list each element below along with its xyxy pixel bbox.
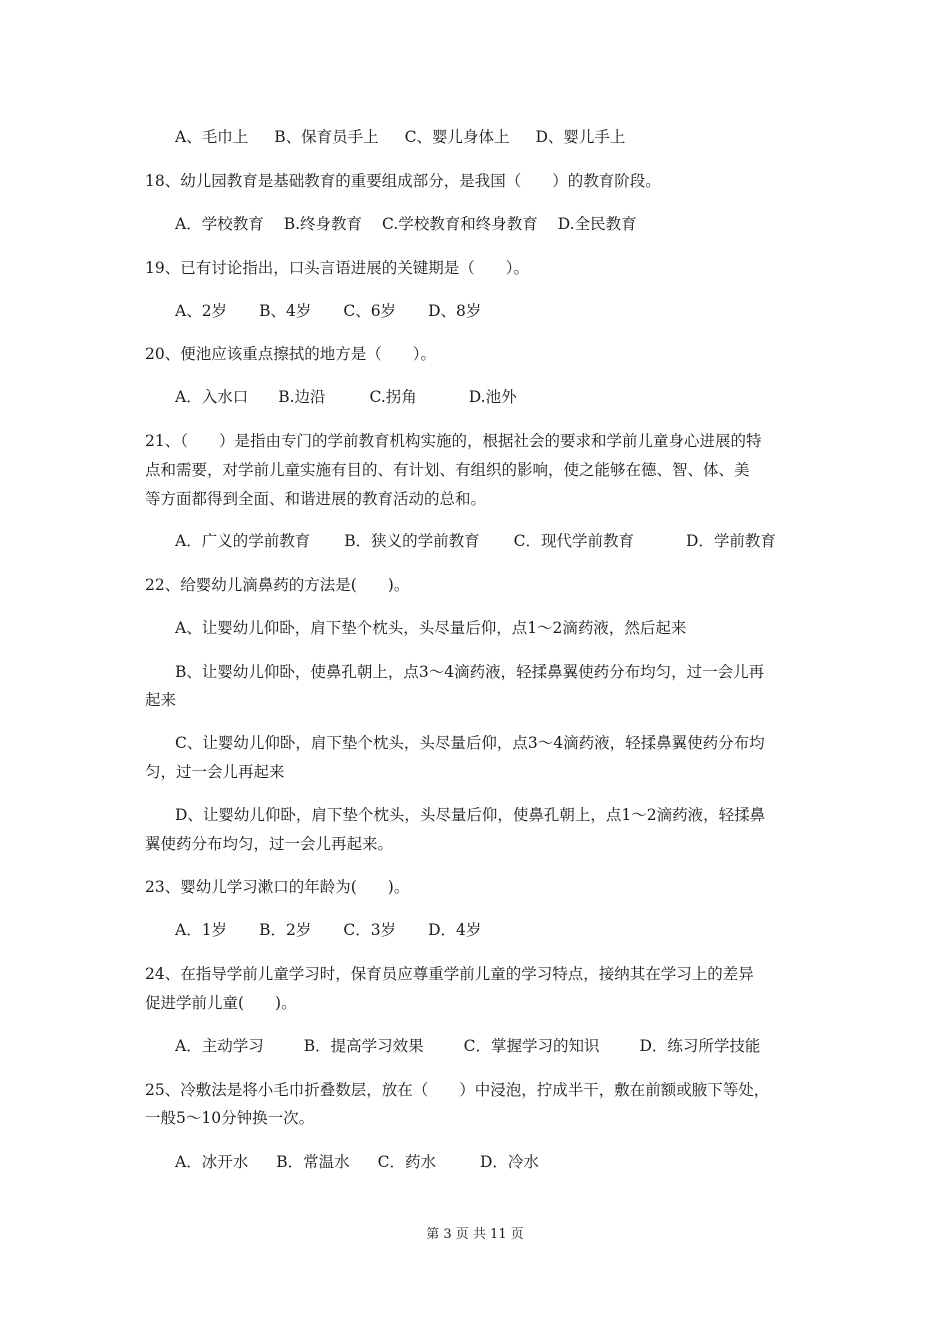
q24-option-d: D．练习所学技能	[639, 1037, 761, 1055]
q25-option-d: D．冷水	[479, 1153, 539, 1171]
q19-option-d: D、8岁	[428, 302, 482, 320]
q24-stem-line-1: 24、在指导学前儿童学习时，保育员应尊重学前儿童的学习特点，接纳其在学习上的差异	[145, 965, 754, 983]
page-footer	[0, 1226, 950, 1244]
q23-option-c: C．3岁	[343, 921, 397, 939]
q18-options	[175, 213, 637, 235]
q18-stem: 18、幼儿园教育是基础教育的重要组成部分，是我国（ ）的教育阶段。	[145, 172, 661, 190]
q25-option-a: A．冰开水	[175, 1153, 249, 1171]
q17-option-a: A、毛巾上	[175, 128, 249, 146]
q19-option-a: A、2岁	[175, 302, 228, 320]
q18-option-d: D.全民教育	[557, 215, 637, 233]
q20-option-c: C.拐角	[369, 388, 417, 406]
q25-stem-line-2: 一般5～10分钟换一次。	[145, 1109, 315, 1127]
page-number: 第 3 页 共 11 页	[426, 1227, 524, 1242]
q18-option-a: A．学校教育	[175, 215, 264, 233]
q21-option-c: C．现代学前教育	[513, 532, 634, 550]
q20-option-a: A．入水口	[175, 388, 249, 406]
q19-option-b: B、4岁	[259, 302, 312, 320]
q20-stem: 20、便池应该重点擦拭的地方是（ ）。	[145, 345, 436, 363]
q23-option-b: B．2岁	[259, 921, 312, 939]
q23-options	[175, 919, 481, 941]
q21-stem-line-3: 等方面都得到全面、和谐进展的教育活动的总和。	[145, 490, 487, 508]
q22-option-d-line-1: D、让婴幼儿仰卧，肩下垫个枕头，头尽量后仰，使鼻孔朝上，点1～2滴药液，轻揉鼻	[175, 806, 766, 824]
q24-options	[175, 1035, 760, 1057]
q23-stem: 23、婴幼儿学习漱口的年龄为( )。	[145, 878, 410, 896]
q18-option-b: B.终身教育	[283, 215, 363, 233]
q22-option-b-line-2: 起来	[145, 691, 177, 709]
q17-option-d: D、婴儿手上	[535, 128, 626, 146]
q21-stem-line-1: 21、（ ）是指由专门的学前教育机构实施的，根据社会的要求和学前儿童身心进展的特	[145, 432, 762, 450]
q22-option-c-line-2: 匀，过一会儿再起来	[145, 763, 285, 781]
q22-option-c-line-1: C、让婴幼儿仰卧，肩下垫个枕头，头尽量后仰，点3～4滴药液，轻揉鼻翼使药分布均	[175, 734, 765, 752]
q22-option-d-line-2: 翼使药分布均匀，过一会儿再起来。	[145, 835, 394, 853]
q24-option-a: A．主动学习	[175, 1037, 264, 1055]
q24-stem-line-2: 促进学前儿童( )。	[145, 994, 297, 1012]
q20-options	[175, 386, 517, 408]
q21-options	[175, 530, 776, 552]
q25-option-b: B．常温水	[276, 1153, 350, 1171]
q25-stem-line-1: 25、冷敷法是将小毛巾折叠数层，放在（ ）中浸泡，拧成半干，敷在前额或腋下等处，	[145, 1081, 770, 1099]
q21-option-a: A．广义的学前教育	[175, 532, 311, 550]
q21-stem-line-2: 点和需要，对学前儿童实施有目的、有计划、有组织的影响，使之能够在德、智、体、美	[145, 461, 750, 479]
q17-option-c: C、婴儿身体上	[404, 128, 510, 146]
q22-option-b-line-1: B、让婴幼儿仰卧，使鼻孔朝上，点3～4滴药液，轻揉鼻翼使药分布均匀，过一会儿再	[175, 663, 765, 681]
q17-options	[175, 126, 625, 148]
q25-options	[175, 1151, 539, 1173]
q22-stem: 22、给婴幼儿滴鼻药的方法是( )。	[145, 576, 410, 594]
q19-stem: 19、已有讨论指出，口头言语进展的关键期是（ ）。	[145, 259, 529, 277]
q17-option-b: B、保育员手上	[274, 128, 379, 146]
q24-option-c: C．掌握学习的知识	[463, 1037, 600, 1055]
q21-option-d: D．学前教育	[685, 532, 776, 550]
q19-option-c: C、6岁	[343, 302, 397, 320]
q18-option-c: C.学校教育和终身教育	[382, 215, 538, 233]
q20-option-d: D.池外	[468, 388, 517, 406]
q23-option-a: A．1岁	[175, 921, 228, 939]
q21-option-b: B．狭义的学前教育	[344, 532, 480, 550]
q24-option-b: B．提高学习效果	[303, 1037, 424, 1055]
q25-option-c: C．药水	[377, 1153, 436, 1171]
q20-option-b: B.边沿	[278, 388, 326, 406]
q22-option-a: A、让婴幼儿仰卧，肩下垫个枕头，头尽量后仰，点1～2滴药液，然后起来	[175, 619, 687, 637]
q23-option-d: D．4岁	[428, 921, 482, 939]
q19-options	[175, 300, 481, 322]
